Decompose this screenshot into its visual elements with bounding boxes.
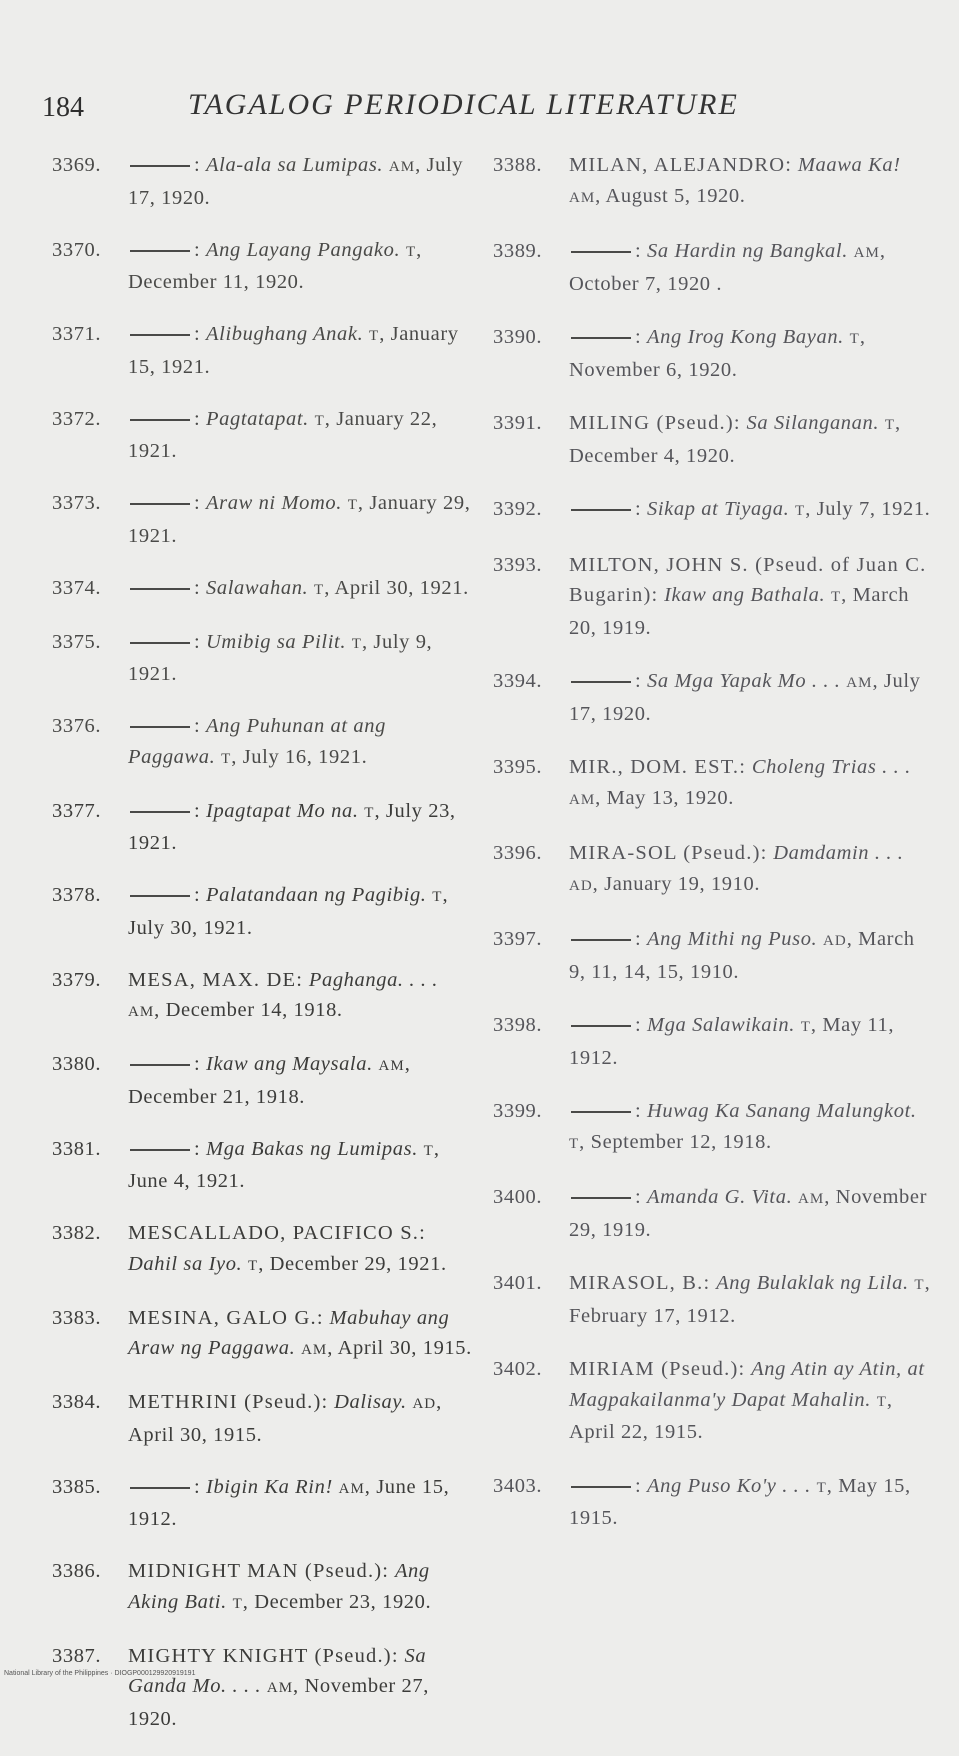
bibliography-entry: 3373. : Araw ni Momo. T, January 29, 1921. [52,488,472,551]
entry-number: 3396. [493,842,543,864]
entry-date: June 4, 1921. [128,1170,246,1192]
bibliography-entry: 3379. MESA, MAX. DE: Paghanga. . . . AM, December 14, 1918. [52,965,472,1028]
entry-number: 3391. [493,412,543,434]
entry-number: 3369. [52,154,102,176]
entry-date: June 15, 1912. [128,1475,450,1530]
right-column [493,150,933,1557]
entry-periodical: T [876,1393,887,1410]
bibliography-entry: 3371. : Alibughang Anak. T, January 15, 1921. [52,319,472,382]
entry-periodical: T [364,804,375,821]
entry-number: 3370. [52,238,102,261]
entry-title: Mga Salawikain. [647,1014,795,1036]
ditto-dash [571,1025,631,1027]
ditto-dash [571,681,631,683]
entry-periodical: T [248,1257,259,1274]
ditto-dash [130,895,190,897]
ditto-dash [130,642,190,644]
entry-number: 3387. [52,1644,102,1667]
entry-date: January 19, 1910. [604,872,761,895]
entry-date: July 17, 1920. [569,670,921,725]
entry-periodical: T [816,1479,827,1496]
entry-author: MIRASOL, B.: [569,1272,711,1294]
entry-periodical: AM [569,791,596,808]
entry-date: April 30, 1915. [337,1337,472,1359]
entry-author: MIGHTY KNIGHT (Pseud.): [128,1644,399,1667]
entry-title: Sa Silanganan. [746,412,880,434]
entry-periodical: T [849,331,860,347]
bibliography-entry: 3377. : Ipagtapat Mo na. T, July 23, 1921. [52,796,472,859]
entry-date: April 30, 1921. [334,576,469,599]
entry-title: Ang Bulaklak ng Lila. [716,1272,909,1294]
bibliography-entry: 3400. : Amanda G. Vita. AM, November 29, 1919. [493,1182,933,1245]
ditto-dash [130,811,190,813]
entry-date: March 20, 1919. [569,584,910,639]
entry-number: 3385. [52,1475,102,1498]
ditto-dash [571,1197,631,1199]
entry-periodical: AM [569,189,596,206]
entry-title: Huwag Ka Sanang Malungkot. [647,1100,917,1122]
entry-number: 3377. [52,799,102,822]
entry-periodical: AM [338,1480,365,1497]
entry-date: May 11, 1912. [569,1014,895,1069]
ditto-dash [130,1064,190,1066]
entry-periodical: T [914,1277,925,1293]
bibliography-entry: 3384. METHRINI (Pseud.): Dalisay. AD, April 30, 1915. [52,1387,472,1450]
bibliography-entry: 3375. : Umibig sa Pilit. T, July 9, 1921. [52,627,472,690]
entry-title: Paghanga. . . . [308,968,439,991]
entry-author: MESCALLADO, PACIFICO S.: [128,1222,427,1244]
entry-title: Mga Bakas ng Lumipas. [206,1137,418,1160]
bibliography-entry: 3378. : Palatandaan ng Pagibig. T, July 30, 1921. [52,880,472,943]
entry-number: 3400. [493,1186,543,1208]
entry-number: 3374. [52,576,102,599]
entry-date: January 29, 1921. [128,492,471,547]
bibliography-entry: 3389. : Sa Hardin ng Bangkal. AM, October 7, 1920 . [493,236,933,299]
entry-date: January 22, 1921. [128,407,438,462]
bibliography-entry: 3391. MILING (Pseud.): Sa Silanganan. T, December 4, 1920. [493,408,933,471]
entry-date: December 29, 1921. [269,1252,447,1275]
entry-title: Ang Puhunan at ang Paggawa. [128,715,386,768]
bibliography-entry: 3383. MESINA, GALO G.: Mabuhay ang Araw ng Paggawa. AM, April 30, 1915. [52,1303,472,1366]
entry-periodical: AM [853,245,880,261]
bibliography-entry: 3381. : Mga Bakas ng Lumipas. T, June 4, 1921. [52,1134,472,1197]
entry-date: January 15, 1921. [128,323,459,378]
ditto-dash [130,334,190,336]
bibliography-entry: 3403. : Ang Puso Ko'y . . . T, May 15, 1915. [493,1471,933,1534]
entry-periodical: AM [378,1058,405,1074]
entry-date: July 23, 1921. [128,799,456,854]
entry-date: May 15, 1915. [569,1474,911,1529]
entry-periodical: AM [301,1342,328,1358]
entry-date: November 6, 1920. [569,358,738,381]
bibliography-entry: 3401. MIRASOL, B.: Ang Bulaklak ng Lila. T, February 17, 1912. [493,1268,933,1331]
ditto-dash [130,503,190,505]
entry-title: Ikaw ang Maysala. [206,1053,373,1075]
entry-periodical: T [405,243,417,260]
entry-periodical: T [351,635,362,652]
entry-number: 3388. [493,154,543,176]
entry-number: 3389. [493,240,543,262]
entry-title: Ibigin Ka Rin! [206,1475,333,1498]
entry-date: July 16, 1921. [242,745,368,768]
bibliography-entry: 3380. : Ikaw ang Maysala. AM, December 21, 1918. [52,1049,472,1112]
entry-title: Pagtatapat. [206,407,309,430]
ditto-dash [130,419,190,421]
entry-number: 3381. [52,1137,102,1160]
entry-periodical: T [830,589,842,605]
entry-title: Ang Mithi ng Puso. [647,928,818,950]
entry-date: September 12, 1918. [590,1130,772,1153]
entry-title: Amanda G. Vita. [647,1186,793,1208]
bibliography-entry: 3394. : Sa Mga Yapak Mo . . . AM, July 17, 1920. [493,666,933,729]
entry-author: MIR., DOM. EST.: [569,756,747,778]
entry-number: 3371. [52,323,102,345]
bibliography-entry: 3397. : Ang Mithi ng Puso. AD, March 9, 11, 14, 15, 1910. [493,924,933,987]
entry-title: Ang Irog Kong Bayan. [647,326,844,348]
entry-date: December 4, 1920. [569,444,736,467]
entry-date: July 7, 1921. [816,498,931,520]
entry-author: MILAN, ALEJANDRO: [569,154,793,176]
bibliography-entry: 3393. MILTON, JOHN S. (Pseud. of Juan C. Bugarin): Ikaw ang Bathala. T, March 20, 1919. [493,550,933,644]
ditto-dash [571,1486,631,1488]
entry-number: 3380. [52,1053,102,1075]
entry-title: Ang Atin ay Atin, at Magpakailanma'y Dapat Mahalin. [569,1358,925,1411]
entry-author: MESINA, GALO G.: [128,1306,324,1329]
entry-number: 3395. [493,756,543,778]
ditto-dash [130,250,190,252]
entry-date: April 30, 1915. [128,1423,263,1446]
entry-title: Ang Layang Pangako. [206,238,401,261]
library-footer: National Library of the Philippines · DIOGP000129920919191 [4,1670,196,1677]
entry-title: Sa Mga Yapak Mo . . . [647,670,841,692]
running-title: TAGALOG PERIODICAL LITERATURE [188,88,739,121]
entry-number: 3397. [493,928,543,950]
entry-title: Dalisay. [334,1391,407,1413]
bibliography-entry: 3396. MIRA-SOL (Pseud.): Damdamin . . . AD, January 19, 1910. [493,838,933,901]
bibliography-entry: 3390. : Ang Irog Kong Bayan. T, November 6, 1920. [493,322,933,385]
ditto-dash [130,1487,190,1489]
entry-date: March 9, 11, 14, 15, 1910. [569,928,915,983]
entry-periodical: T [314,412,325,429]
entry-number: 3386. [52,1560,102,1582]
bibliography-entry: 3385. : Ibigin Ka Rin! AM, June 15, 1912. [52,1472,472,1535]
bibliography-entry: 3402. MIRIAM (Pseud.): Ang Atin ay Atin, at Magpakailanma'y Dapat Mahalin. T, April 22, 1915. [493,1354,933,1448]
bibliography-entry: 3369. : Ala-ala sa Lumipas. AM, July 17, 1920. [52,150,472,213]
entry-date: November 27, 1920. [128,1675,429,1730]
entry-date: July 30, 1921. [128,916,253,939]
entry-date: August 5, 1920. [605,184,746,207]
entry-author: MESA, MAX. DE: [128,968,304,991]
entry-author: MIDNIGHT MAN (Pseud.): [128,1560,390,1582]
bibliography-entry: 3399. : Huwag Ka Sanang Malungkot. T, September 12, 1918. [493,1096,933,1159]
entry-number: 3382. [52,1222,102,1244]
entry-periodical: T [232,1595,243,1612]
ditto-dash [571,251,631,253]
entry-date: July 9, 1921. [128,630,433,685]
entry-date: July 17, 1920. [128,154,464,209]
bibliography-entry: 3372. : Pagtatapat. T, January 22, 1921. [52,404,472,467]
entry-title: Ipagtapat Mo na. [206,799,359,822]
entry-author: MILTON, JOHN S. (Pseud. of Juan C. Bugarin): [569,553,927,606]
entry-date: February 17, 1912. [569,1304,736,1327]
entry-author: MIRIAM (Pseud.): [569,1358,746,1380]
entry-periodical: AM [266,1680,294,1696]
ditto-dash [571,1111,631,1113]
entry-periodical: AD [412,1396,437,1412]
bibliography-entry: 3387. MIGHTY KNIGHT (Pseud.): Sa Ganda Mo. . . . AM, November 27, 1920. [52,1641,472,1735]
entry-title: Maawa Ka! [797,154,901,176]
entry-number: 3373. [52,492,102,514]
entry-date: December 14, 1918. [165,999,343,1021]
entry-periodical: AM [388,159,416,175]
entry-date: October 7, 1920 . [569,272,723,295]
entry-title: Damdamin . . . [773,842,904,864]
entry-periodical: T [423,1142,434,1159]
entry-title: Sa Ganda Mo. . . . [128,1644,427,1697]
ditto-dash [130,588,190,590]
entry-title: Sikap at Tiyaga. [647,498,790,520]
entry-date: November 29, 1919. [569,1186,927,1241]
bibliography-entry: 3376. : Ang Puhunan at ang Paggawa. T, July 16, 1921. [52,711,472,774]
bibliography-entry: 3370. : Ang Layang Pangako. T, December 11, 1920. [52,235,472,298]
entry-number: 3399. [493,1100,543,1122]
entry-title: Ikaw ang Bathala. [664,584,826,606]
entry-number: 3384. [52,1391,102,1413]
entry-title: Choleng Trias . . . [751,756,911,778]
bibliography-entry: 3392. : Sikap at Tiyaga. T, July 7, 1921. [493,494,933,527]
entry-periodical: T [795,503,806,519]
entry-periodical: AM [846,675,873,691]
entry-periodical: T [569,1135,580,1152]
entry-author: MIRA-SOL (Pseud.): [569,842,768,864]
entry-periodical: T [432,889,443,905]
entry-periodical: AD [569,877,593,894]
entry-periodical: T [347,497,358,513]
entry-title: Ala-ala sa Lumipas. [206,154,384,176]
ditto-dash [571,509,631,511]
bibliography-entry: 3398. : Mga Salawikain. T, May 11, 1912. [493,1010,933,1073]
entry-date: May 13, 1920. [606,786,735,809]
ditto-dash [130,1149,190,1151]
page-number: 184 [42,92,84,123]
entry-periodical: T [800,1019,811,1035]
entry-author: MILING (Pseud.): [569,412,741,434]
entry-periodical: T [221,750,232,767]
entry-number: 3392. [493,498,543,520]
entry-title: Ang Puso Ko'y . . . [647,1474,811,1497]
entry-title: Palatandaan ng Pagibig. [206,884,427,906]
entry-title: Umibig sa Pilit. [206,630,347,653]
entry-number: 3398. [493,1014,543,1036]
entry-number: 3403. [493,1474,543,1497]
entry-number: 3402. [493,1358,543,1380]
entry-periodical: AD [823,933,847,949]
entry-number: 3376. [52,715,102,737]
entry-periodical: T [314,581,325,598]
entry-title: Salawahan. [206,576,309,599]
entry-number: 3378. [52,884,102,906]
left-column [52,150,472,1756]
entry-number: 3372. [52,407,102,430]
bibliography-entry: 3388. MILAN, ALEJANDRO: Maawa Ka! AM, August 5, 1920. [493,150,933,213]
entry-title: Dahil sa Iyo. [128,1252,243,1275]
entry-number: 3393. [493,553,543,576]
entry-periodical: AM [798,1191,825,1207]
entry-date: December 11, 1920. [128,271,305,293]
entry-periodical: T [369,328,380,344]
entry-number: 3383. [52,1306,102,1329]
entry-date: December 23, 1920. [254,1590,432,1613]
entry-date: December 21, 1918. [128,1085,306,1108]
entry-periodical: T [884,417,895,433]
ditto-dash [571,337,631,339]
entry-number: 3390. [493,326,543,348]
entry-number: 3375. [52,630,102,653]
bibliography-entry: 3382. MESCALLADO, PACIFICO S.: Dahil sa Iyo. T, December 29, 1921. [52,1218,472,1281]
bibliography-entry: 3395. MIR., DOM. EST.: Choleng Trias . . . AM, May 13, 1920. [493,752,933,815]
entry-date: April 22, 1915. [569,1421,704,1443]
bibliography-entry: 3386. MIDNIGHT MAN (Pseud.): Ang Aking Bati. T, December 23, 1920. [52,1556,472,1619]
entry-author: METHRINI (Pseud.): [128,1391,329,1413]
entry-title: Ang Aking Bati. [128,1560,430,1613]
entry-number: 3379. [52,968,102,991]
ditto-dash [130,726,190,728]
entry-periodical: AM [128,1004,155,1020]
entry-title: Mabuhay ang Araw ng Paggawa. [128,1306,450,1359]
entry-number: 3394. [493,670,543,692]
ditto-dash [130,165,190,167]
entry-title: Sa Hardin ng Bangkal. [647,240,848,262]
entry-title: Araw ni Momo. [206,492,342,514]
entry-number: 3401. [493,1272,543,1294]
bibliography-entry: 3374. : Salawahan. T, April 30, 1921. [52,573,472,606]
ditto-dash [571,939,631,941]
entry-title: Alibughang Anak. [206,323,364,345]
